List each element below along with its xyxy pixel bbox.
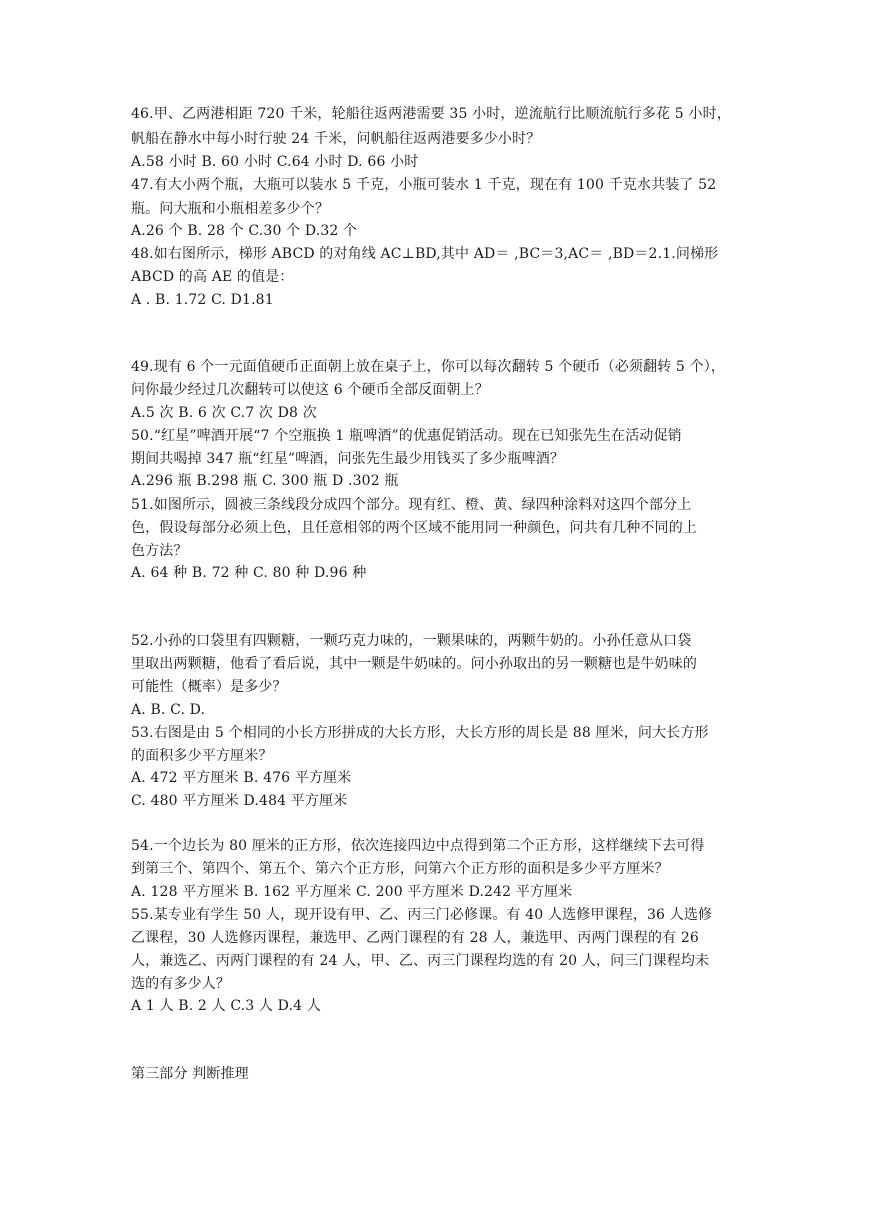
q50-options: A.296 瓶 B.298 瓶 C. 300 瓶 D .302 瓶 xyxy=(131,473,399,489)
q53-options-1: A. 472 平方厘米 B. 476 平方厘米 xyxy=(131,770,352,786)
q47-options: A.26 个 B. 28 个 C.30 个 D.32 个 xyxy=(131,223,358,239)
q46-line-2: 帆船在静水中每小时行驶 24 千米，问帆船往返两港要多少小时？ xyxy=(131,131,541,147)
q54-line-2: 到第三个、第四个、第五个、第六个正方形，问第六个正方形的面积是多少平方厘米？ xyxy=(131,861,669,877)
q47-line-1: 47.有大小两个瓶，大瓶可以装水 5 千克，小瓶可装水 1 千克，现在有 100 千克水共装了 52 xyxy=(131,177,717,193)
q55-options: A 1 人 B. 2 人 C.3 人 D.4 人 xyxy=(131,998,321,1014)
q52-line-3: 可能性（概率）是多少？ xyxy=(131,679,287,695)
q48-options: A . B. 1.72 C. D1.81 xyxy=(131,292,274,308)
q50-line-1: 50.“红星”啤酒开展“7 个空瓶换 1 瓶啤酒”的优惠促销活动。现在已知张先生在活动促销 xyxy=(131,428,682,444)
q50-line-2: 期间共喝掉 347 瓶“红星”啤酒，问张先生最少用钱买了多少瓶啤酒？ xyxy=(131,451,565,467)
q55-line-4: 选的有多少人？ xyxy=(131,976,231,992)
q53-line-1: 53.右图是由 5 个相同的小长方形拼成的大长方形，大长方形的周长是 88 厘米，问大长方形 xyxy=(131,725,709,741)
q49-line-1: 49.现有 6 个一元面值硬币正面朝上放在桌子上，你可以每次翻转 5 个硬币（必须翻转 5 个）， xyxy=(131,359,726,375)
q49-line-2: 问你最少经过几次翻转可以使这 6 个硬币全部反面朝上？ xyxy=(131,382,489,398)
q53-options-2: C. 480 平方厘米 D.484 平方厘米 xyxy=(131,793,348,809)
q51-line-2: 色，假设每部分必须上色，且任意相邻的两个区域不能用同一种颜色，问共有几种不同的上 xyxy=(131,520,697,536)
q55-line-3: 人，兼选乙、丙两门课程的有 24 人，甲、乙、丙三门课程均选的有 20 人，问三门课程均未 xyxy=(131,953,710,969)
q48-line-1: 48.如右图所示，梯形 ABCD 的对角线 AC⊥BD,其中 AD＝ ,BC＝3,AC＝ ,BD＝2.1.问梯形 xyxy=(131,246,719,262)
q51-line-3: 色方法？ xyxy=(131,543,188,559)
q48-line-2: ABCD 的高 AE 的值是： xyxy=(131,269,294,285)
q52-line-2: 里取出两颗糖，他看了看后说，其中一颗是牛奶味的。问小孙取出的另一颗糖也是牛奶味的 xyxy=(131,656,697,672)
q55-line-1: 55.某专业有学生 50 人，现开设有甲、乙、丙三门必修课。有 40 人选修甲课程，36 人选修 xyxy=(131,907,713,923)
q46-line-1: 46.甲、乙两港相距 720 千米，轮船往返两港需要 35 小时，逆流航行比顺流航行多花 5 小时， xyxy=(131,106,731,122)
q51-options: A. 64 种 B. 72 种 C. 80 种 D.96 种 xyxy=(131,565,367,581)
q54-options: A. 128 平方厘米 B. 162 平方厘米 C. 200 平方厘米 D.242 平方厘米 xyxy=(131,884,573,900)
q46-options: A.58 小时 B. 60 小时 C.64 小时 D. 66 小时 xyxy=(131,154,419,170)
q47-line-2: 瓶。问大瓶和小瓶相差多少个？ xyxy=(131,201,330,217)
section-heading: 第三部分 判断推理 xyxy=(131,1066,249,1082)
q54-line-1: 54.一个边长为 80 厘米的正方形，依次连接四边中点得到第二个正方形，这样继续下去可得 xyxy=(131,838,705,854)
q52-options: A. B. C. D. xyxy=(131,702,206,718)
q49-options: A.5 次 B. 6 次 C.7 次 D8 次 xyxy=(131,405,317,421)
q52-line-1: 52.小孙的口袋里有四颗糖，一颗巧克力味的，一颗果味的，两颗牛奶的。小孙任意从口袋 xyxy=(131,633,692,649)
q55-line-2: 乙课程，30 人选修丙课程，兼选甲、乙两门课程的有 28 人，兼选甲、丙两门课程的有 26 xyxy=(131,930,699,946)
q51-line-1: 51.如图所示，圆被三条线段分成四个部分。现有红、橙、黄、绿四种涂料对这四个部分上 xyxy=(131,497,692,513)
q53-line-2: 的面积多少平方厘米？ xyxy=(131,748,273,764)
